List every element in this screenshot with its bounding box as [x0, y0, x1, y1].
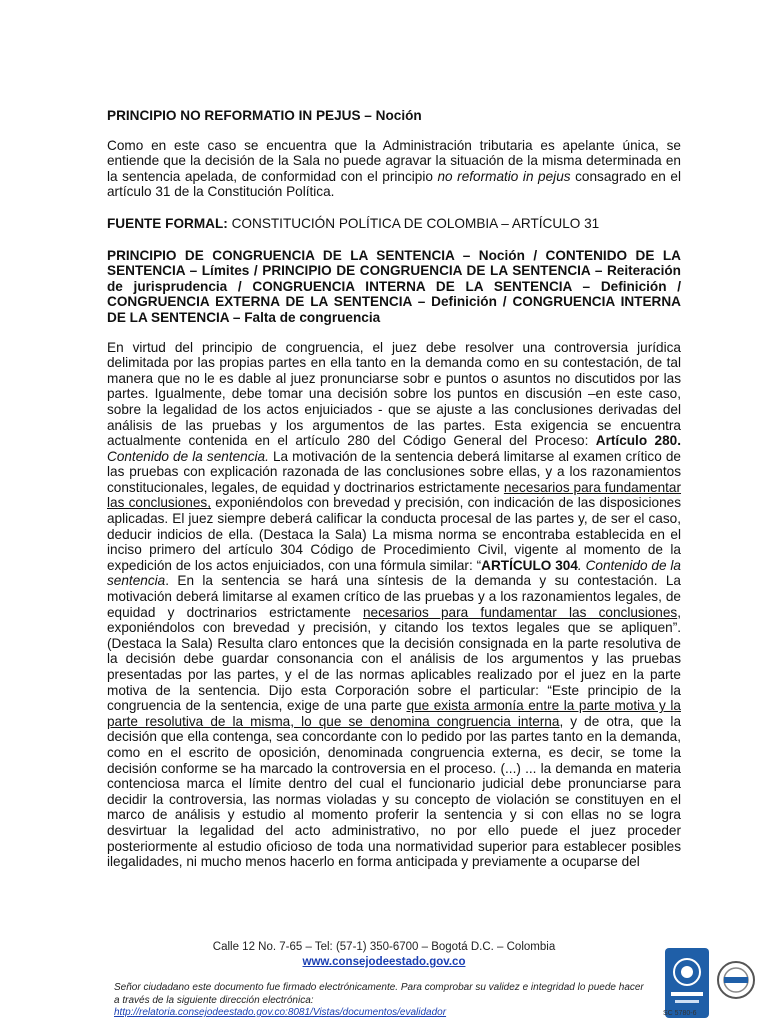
paragraph-reformatio — [107, 138, 681, 200]
italic-run: no reformatio in pejus — [437, 168, 571, 184]
fuente-formal — [107, 216, 681, 232]
certificate-code: SC 5780-6 — [663, 1010, 697, 1017]
underlined-run: necesarios para fundamentar las conclusiones, — [107, 479, 682, 511]
text-run: Como en este caso se encuentra que la Administración tributaria es apelante única, se entiende que la decisión de la Sala no puede agravar la situación de la misma determinada en la sentencia apelada, de conformidad con el principio — [107, 137, 681, 184]
iqnet-certification-logo — [714, 960, 758, 1000]
text-run: consagrado en el artículo 31 de la Constitución Política. — [107, 168, 681, 200]
bold-run: Artículo 280. — [595, 433, 681, 449]
icontec-certification-logo — [665, 948, 709, 1018]
paragraph-congruencia — [107, 340, 681, 870]
underlined-run: que exista armonía entre la parte motiva y la parte resolutiva de la misma, lo que se denomina congruencia interna — [107, 698, 681, 729]
bold-run: ARTÍCULO 304 — [481, 557, 578, 573]
notice-text: Señor ciudadano este documento fue firmado electrónicamente. Para comprobar su validez e integridad lo puede hacer a través de la siguiente dirección electrónica: — [114, 982, 644, 1006]
footer-website-link[interactable]: www.consejodeestado.gov.co — [302, 956, 466, 968]
italic-run: Contenido de la sentencia. — [107, 448, 269, 464]
descriptors-heading: PRINCIPIO DE CONGRUENCIA DE LA SENTENCIA – Noción / CONTENIDO DE LA SENTENCIA – Límites / PRINCIPIO DE CONGRUENCIA DE LA SENTENCIA – Reiteración de jurisprudencia / CONGRUENCIA INTERNA DE LA SENTENCIA – Definición / CONGRUENCIA EXTERNA DE LA SENTENCIA – Definición / CONGRUENCIA INTERNA DE LA SENTENCIA – Falta de congruencia — [107, 247, 681, 325]
text-run: , exponiéndolos con brevedad y precisión, y citando los textos legales que se apliquen”. (Destaca la Sala) Resulta claro entonces que la decisión consignada en la parte resolutiva de la decisión debe guardar consonancia con el análisis de los argumentos y las pruebas presentadas por las partes, y el de las normas aplicables realizado por el juez en la parte motiva de la sentencia. Dijo esta Corporación sobre el particular: “Este principio de la congruencia de la sentencia, exige de una parte — [107, 604, 681, 714]
text-run: , y de otra, que la decisión que ella contenga, sea concordante con lo pedido por las partes tanto en la demanda, como en el escrito de oposición, denominada congruencia externa, es decir, se tome la decisión conforme se ha marcado la controversia en el proceso. (...) ... la demanda en materia contenciosa marca el límite dentro del cual el funcionario judicial debe pronunciarse para decidir la controversia, las normas violadas y su concepto de violación se constituyen en el marco de análisis y estudio al momento proferir la sentencia y si con ellas no se logra desvirtuar la legalidad del acto administrativo, no por ello puede el juez proceder posteriormente al estudio oficioso de toda una normatividad superior para establecer posibles ilegalidades, ni mucho menos hacerlo en forma anticipada y previamente a ocuparse del — [107, 713, 681, 870]
document-body — [107, 108, 681, 870]
electronic-signature-notice — [114, 982, 644, 1020]
footer-address: Calle 12 No. 7-65 – Tel: (57-1) 350-6700 – Bogotá D.C. – Colombia — [212, 941, 556, 953]
text-run: En virtud del principio de congruencia, el juez debe resolver una controversia jurídica delimitada por las propias partes en ella tanto en la demanda como en su contestación, de tal manera que no le es dable al juez pronunciarse sobr e puntos o asuntos no discutidos por las partes. Igualmente, debe tomar una decisión sobre los puntos en discusión –en este caso, sobre la legalidad de los actos enjuiciados - que se ajuste a las conclusiones derivadas del análisis de las pruebas y los argumentos de las partes. Esta exigencia se encuentra actualmente contenida en el artículo 280 del Código General del Proceso: — [107, 339, 681, 449]
text-run: exponiéndolos con brevedad y precisión, con indicación de las disposiciones aplicadas. El juez siempre deberá calificar la conducta procesal de las partes y, de ser el caso, deducir indicios de ella. (Destaca la Sala) La misma norma se encontraba establecida en el inciso primero del artículo 304 Código de Procedimiento Civil, vigente al momento de la expedición de los actos enjuiciados, con una fórmula similar: “ — [107, 495, 682, 573]
text-run: La motivación de la sentencia deberá limitarse al examen crítico de las pruebas con explicación razonada de las conclusiones sobre ellas, y a los razonamientos constitucionales, legales, de equidad y doctrinarios estrictamente — [107, 448, 681, 495]
fuente-text: CONSTITUCIÓN POLÍTICA DE COLOMBIA – ARTÍCULO 31 — [227, 215, 600, 231]
validator-link[interactable]: http://relatoria.consejodeestado.gov.co:8081/Vistas/documentos/evalidador — [114, 1007, 447, 1018]
text-run: . En la sentencia se hará una síntesis de la demanda y su contestación. La motivación deberá limitarse al examen crítico de las pruebas y a los razonamientos legales, de equidad y doctrinarios estrictamente — [107, 573, 681, 620]
italic-run: . Contenido de la sentencia — [107, 557, 681, 589]
underlined-run: necesarios para fundamentar las conclusiones — [363, 604, 678, 620]
fuente-label: FUENTE FORMAL: — [107, 215, 228, 231]
section-heading: PRINCIPIO NO REFORMATIO IN PEJUS – Noción — [107, 108, 422, 123]
